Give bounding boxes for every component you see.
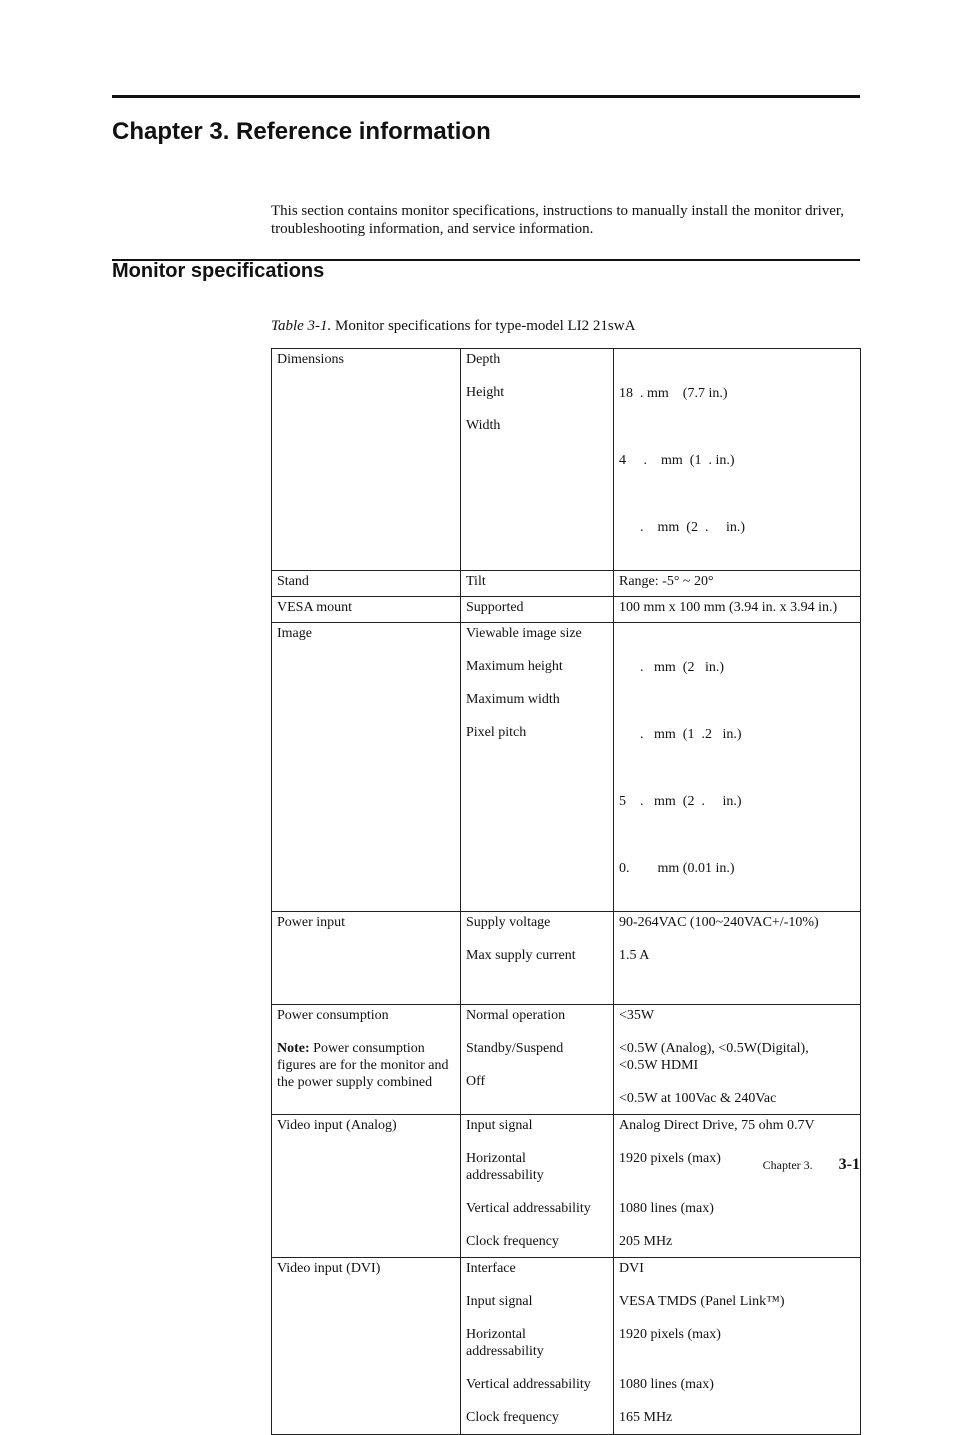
table-row — [272, 623, 861, 912]
row-label-cell — [272, 349, 461, 571]
param: Maximum width — [466, 692, 560, 707]
row-label: Power input — [277, 915, 346, 930]
power-note — [277, 1041, 448, 1090]
param: Horizontal addressability — [466, 1151, 544, 1183]
table-row — [272, 1115, 861, 1258]
param: Off — [466, 1074, 486, 1089]
row-label-cell — [272, 1005, 461, 1115]
chapter-title: Chapter 3. Reference information — [112, 118, 491, 145]
param: Horizontal addressability — [466, 1327, 544, 1359]
param: Vertical addressability — [466, 1377, 591, 1392]
table-row — [272, 1258, 861, 1435]
top-rule — [112, 95, 860, 98]
param: Interface — [466, 1261, 516, 1276]
intro-paragraph: This section contains monitor specifications, instructions to manually install the monitor driver, troubleshooting information, and service information. — [271, 203, 845, 237]
param: Width — [466, 418, 501, 433]
caption-label: Table 3-1. — [271, 318, 332, 334]
table-row — [272, 571, 861, 597]
param: Input signal — [466, 1118, 533, 1133]
param-cell — [461, 623, 614, 912]
value: . mm (2 . in.) — [619, 520, 745, 535]
param-cell — [461, 1005, 614, 1115]
param-cell — [461, 1258, 614, 1435]
param: Max supply current — [466, 948, 576, 963]
row-label-cell — [272, 1258, 461, 1435]
value-cell — [614, 912, 861, 1005]
param: Maximum height — [466, 659, 563, 674]
note-text: Power consumption figures are for the monitor and the power supply combined — [277, 1041, 449, 1090]
row-label: Dimensions — [277, 352, 344, 367]
value: VESA TMDS (Panel Link™) — [619, 1294, 785, 1309]
value: 4 . mm (1 . in.) — [619, 453, 735, 468]
param: Height — [466, 385, 505, 400]
param: Input signal — [466, 1294, 533, 1309]
table-caption — [271, 318, 635, 335]
value: 1.5 A — [619, 948, 650, 963]
value: 1080 lines (max) — [619, 1201, 714, 1216]
table-row — [272, 349, 861, 571]
value: Analog Direct Drive, 75 ohm 0.7V — [619, 1118, 815, 1133]
value: 1080 lines (max) — [619, 1377, 714, 1392]
row-label: VESA mount — [277, 600, 353, 615]
param-cell — [461, 597, 614, 623]
value: 90-264VAC (100~240VAC+/-10%) — [619, 915, 819, 930]
row-label: Video input (Analog) — [277, 1118, 397, 1133]
row-label: Stand — [277, 574, 309, 589]
row-label: Image — [277, 626, 312, 641]
param: Pixel pitch — [466, 725, 527, 740]
table-row — [272, 597, 861, 623]
param: Viewable image size — [466, 626, 582, 641]
value: 5 . mm (2 . in.) — [619, 794, 742, 809]
note-label: Note: — [277, 1041, 310, 1056]
row-label-cell — [272, 912, 461, 1005]
row-label-cell — [272, 1115, 461, 1258]
param-cell — [461, 1115, 614, 1258]
param: Standby/Suspend — [466, 1041, 564, 1056]
param: Clock frequency — [466, 1234, 559, 1249]
row-label-cell — [272, 571, 461, 597]
value: <0.5W (Analog), <0.5W(Digital), <0.5W HDMI — [619, 1041, 809, 1073]
row-label-cell — [272, 623, 461, 912]
value-cell — [614, 1258, 861, 1435]
param: Supported — [466, 600, 524, 615]
param: Vertical addressability — [466, 1201, 591, 1216]
table-row — [272, 1005, 861, 1115]
row-label: Power consumption — [277, 1008, 389, 1023]
spec-table — [271, 348, 861, 1435]
value: . mm (1 .2 in.) — [619, 727, 742, 742]
table-row — [272, 912, 861, 1005]
section-title — [112, 258, 324, 284]
value-cell — [614, 597, 861, 623]
param: Supply voltage — [466, 915, 551, 930]
param: Clock frequency — [466, 1410, 559, 1425]
value: 1920 pixels (max) — [619, 1327, 721, 1342]
param: Normal operation — [466, 1008, 566, 1023]
value: . mm (2 in.) — [619, 660, 724, 675]
value: <0.5W at 100Vac & 240Vac — [619, 1091, 777, 1106]
value: 1920 pixels (max) — [619, 1151, 721, 1166]
value: DVI — [619, 1261, 644, 1276]
page-number: 3-1 — [838, 1156, 860, 1173]
section-title-text: Monitor specifications — [112, 260, 325, 282]
value-cell — [614, 1005, 861, 1115]
param-cell — [461, 571, 614, 597]
row-label: Video input (DVI) — [277, 1261, 381, 1276]
footer-chapter: Chapter 3. — [762, 1158, 813, 1172]
value: 18 . mm (7.7 in.) — [619, 386, 728, 401]
value-cell — [614, 623, 861, 912]
value-cell — [614, 1115, 861, 1258]
caption-text: Monitor specifications for type-model LI2 21swA — [331, 318, 636, 334]
param-cell — [461, 349, 614, 571]
value-cell — [614, 349, 861, 571]
param: Tilt — [466, 574, 486, 589]
value: 0. mm (0.01 in.) — [619, 861, 735, 876]
value: <35W — [619, 1008, 655, 1023]
value-cell — [614, 571, 861, 597]
param: Depth — [466, 352, 501, 367]
param-cell — [461, 912, 614, 1005]
value: 165 MHz — [619, 1410, 673, 1425]
page-footer — [763, 1156, 860, 1174]
value: 100 mm x 100 mm (3.94 in. x 3.94 in.) — [619, 600, 838, 615]
value: Range: -5° ~ 20° — [619, 574, 714, 589]
value: 205 MHz — [619, 1234, 673, 1249]
row-label-cell — [272, 597, 461, 623]
